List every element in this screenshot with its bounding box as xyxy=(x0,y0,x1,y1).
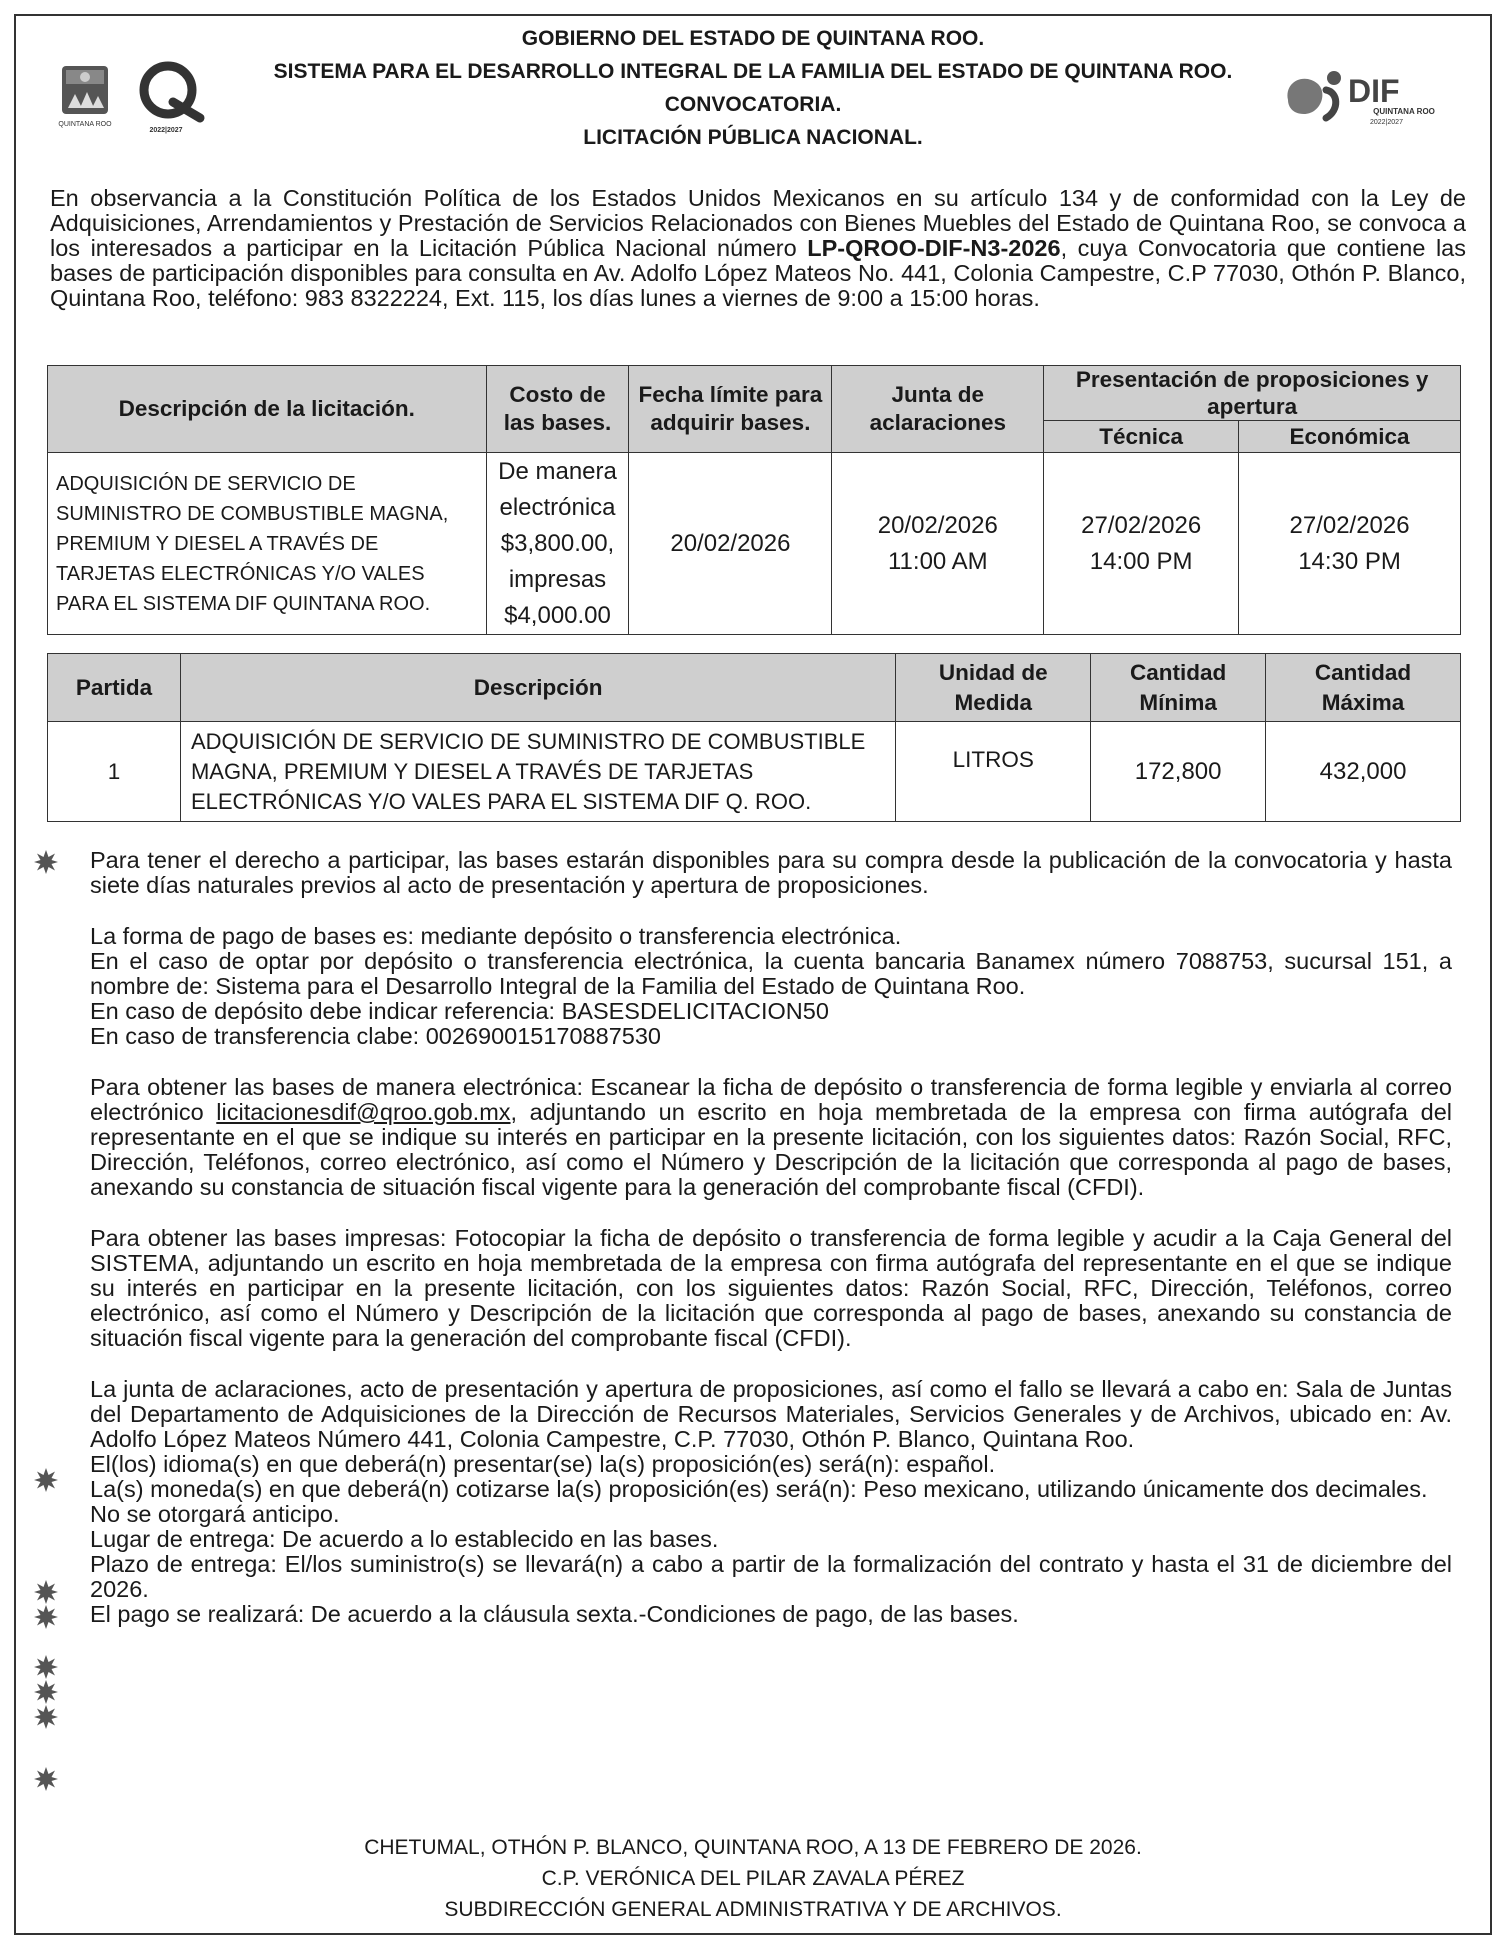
svg-text:2022|2027: 2022|2027 xyxy=(1370,119,1403,126)
header-costo: Costo de las bases. xyxy=(486,366,629,453)
partida-number: 1 xyxy=(48,722,181,822)
bullet-idioma: El(los) idioma(s) en que deberá(n) presentar(se) la(s) proposición(es) será(n): español. xyxy=(90,1451,996,1477)
bank-account-line: En el caso de optar por depósito o transferencia electrónica, la cuenta bancaria Banamex número 7088753, sucursal 151, a nombre de: Sistema para el Desarrollo Integral de la Familia del Estado de Quintana Roo. xyxy=(90,948,1452,999)
bullet-junta: La junta de aclaraciones, acto de presentación y apertura de proposiciones, así como el fallo se llevará a cabo en: Sala de Juntas del Departamento de Adquisiciones de la Dirección de Recursos Materiales, Servicios Generales y de Archivos, ubicado en: Av. Adolfo López Mateos Número 441, Colonia Campestre, C.P. 77030, Othón P. Blanco, Quintana Roo. xyxy=(90,1376,1452,1452)
starburst-bullet-icon xyxy=(34,1680,58,1704)
header-presentacion: Presentación de proposiciones y apertura xyxy=(1044,366,1461,421)
starburst-bullet-icon xyxy=(34,1767,58,1791)
header-descripcion-partida: Descripción xyxy=(180,654,895,722)
header-descripcion: Descripción de la licitación. xyxy=(48,366,487,453)
header-junta: Junta de aclaraciones xyxy=(832,366,1044,453)
partidas-table xyxy=(47,653,1461,822)
bullet-lugar-entrega: Lugar de entrega: De acuerdo a lo establecido en las bases. xyxy=(90,1526,719,1552)
printed-bases-paragraph: Para obtener las bases impresas: Fotocopiar la ficha de depósito o transferencia de forma legible y acudir a la Caja General del SISTEMA, adjuntando un escrito en hoja membretada de la empresa con firma autógrafa del representante en el que se indique su interés en participar en la presente licitación, con los siguientes datos: Razón Social, RFC, Dirección, Teléfonos, correo electrónico, así como el Número y Descripción de la licitación que corresponda al pago de bases, anexando su constancia de situación fiscal vigente para la generación del comprobante fiscal (CFDI). xyxy=(90,1225,1452,1351)
signatory-name: C.P. VERÓNICA DEL PILAR ZAVALA PÉREZ xyxy=(541,1867,965,1890)
fecha-limite: 20/02/2026 xyxy=(629,453,832,635)
partida-description: ADQUISICIÓN DE SERVICIO DE SUMINISTRO DE COMBUSTIBLE MAGNA, PREMIUM Y DIESEL A TRAVÉS DE TARJETAS ELECTRÓNICAS Y/O VALES PARA EL SISTEMA DIF Q. ROO. xyxy=(180,722,895,822)
payment-form-line: La forma de pago de bases es: mediante depósito o transferencia electrónica. xyxy=(90,923,902,949)
transfer-clabe-line: En caso de transferencia clabe: 002690015170887530 xyxy=(90,1023,661,1049)
deposit-reference-line: En caso de depósito debe indicar referencia: BASESDELICITACION50 xyxy=(90,998,829,1024)
bullet-anticipo: No se otorgará anticipo. xyxy=(90,1501,340,1527)
header-cantidad-minima: Cantidad Mínima xyxy=(1091,654,1266,722)
header-unidad: Unidad de Medida xyxy=(896,654,1091,722)
header-cantidad-maxima: Cantidad Máxima xyxy=(1266,654,1461,722)
participation-paragraph: Para tener el derecho a participar, las bases estarán disponibles para su compra desde la publicación de la convocatoria y hasta siete días naturales previos al acto de presentación y apertura de proposiciones. xyxy=(90,847,1452,898)
header-licitacion: LICITACIÓN PÚBLICA NACIONAL. xyxy=(583,126,923,149)
apertura-economica: 27/02/2026 14:30 PM xyxy=(1239,453,1461,635)
header-partida: Partida xyxy=(48,654,181,722)
bullet-moneda: La(s) moneda(s) en que deberá(n) cotizarse la(s) proposición(es) será(n): Peso mexicano, utilizando únicamente dos decimales. xyxy=(90,1476,1428,1502)
licitacion-description: ADQUISICIÓN DE SERVICIO DE SUMINISTRO DE COMBUSTIBLE MAGNA, PREMIUM Y DIESEL A TRAVÉS DE TARJETAS ELECTRÓNICAS Y/O VALES PARA EL SISTEMA DIF QUINTANA ROO. xyxy=(48,453,487,635)
header-economica: Económica xyxy=(1239,421,1461,453)
document-header xyxy=(0,22,1506,154)
bullet-pago: El pago se realizará: De acuerdo a la cláusula sexta.-Condiciones de pago, de las bases. xyxy=(90,1601,1019,1627)
licitacion-number: LP-QROO-DIF-N3-2026 xyxy=(807,235,1061,261)
conditions-section xyxy=(90,848,1452,1627)
electronic-bases-paragraph: Para obtener las bases de manera electrónica: Escanear la ficha de depósito o transferencia de forma legible y enviarla al correo electrónico licitacionesdif@qroo.gob.mx, adjuntando un escrito en hoja membretada de la empresa con firma autógrafa del representante en el que se indique su interés en participar en la presente licitación, con los siguientes datos: Razón Social, RFC, Dirección, Teléfonos, correo electrónico, así como el Número y Descripción de la licitación que corresponda al pago de bases, anexando su constancia de situación fiscal vigente para la generación del comprobante fiscal (CFDI). xyxy=(90,1074,1452,1200)
svg-text:DIF: DIF xyxy=(1348,73,1400,109)
svg-text:QUINTANA ROO: QUINTANA ROO xyxy=(1373,107,1435,116)
cantidad-maxima: 432,000 xyxy=(1266,722,1461,822)
table-row xyxy=(48,453,1461,635)
junta-aclaraciones: 20/02/2026 11:00 AM xyxy=(832,453,1044,635)
bullet-plazo-entrega: Plazo de entrega: El/los suministro(s) se llevará(n) a cabo a partir de la formalización del contrato y hasta el 31 de diciembre del 2026. xyxy=(90,1551,1452,1602)
svg-text:2022|2027: 2022|2027 xyxy=(149,127,183,134)
starburst-bullet-icon xyxy=(34,850,58,874)
header-tecnica: Técnica xyxy=(1044,421,1239,453)
svg-text:QUINTANA ROO: QUINTANA ROO xyxy=(58,121,112,128)
unidad-medida: LITROS xyxy=(896,722,1091,822)
starburst-bullet-icon xyxy=(34,1705,58,1729)
signatory-office: SUBDIRECCIÓN GENERAL ADMINISTRATIVA Y DE ARCHIVOS. xyxy=(444,1898,1062,1921)
licitacion-table xyxy=(47,365,1461,635)
costo-bases: De manera electrónica $3,800.00, impresas $4,000.00 xyxy=(486,453,629,635)
header-system: SISTEMA PARA EL DESARROLLO INTEGRAL DE LA FAMILIA DEL ESTADO DE QUINTANA ROO. xyxy=(273,60,1233,83)
header-government: GOBIERNO DEL ESTADO DE QUINTANA ROO. xyxy=(521,27,985,50)
starburst-bullet-icon xyxy=(34,1580,58,1604)
signature-block xyxy=(0,1832,1506,1925)
header-convocatoria: CONVOCATORIA. xyxy=(664,93,842,116)
starburst-bullet-icon xyxy=(34,1605,58,1629)
table-row xyxy=(48,722,1461,822)
cantidad-minima: 172,800 xyxy=(1091,722,1266,822)
starburst-bullet-icon xyxy=(34,1655,58,1679)
starburst-bullet-icon xyxy=(34,1468,58,1492)
email-link[interactable]: licitacionesdif@qroo.gob.mx xyxy=(216,1099,511,1125)
header-fecha-limite: Fecha límite para adquirir bases. xyxy=(629,366,832,453)
apertura-tecnica: 27/02/2026 14:00 PM xyxy=(1044,453,1239,635)
intro-paragraph: En observancia a la Constitución Política de los Estados Unidos Mexicanos en su artículo 134 y de conformidad con la Ley de Adquisiciones, Arrendamientos y Prestación de Servicios Relacionados con Bienes Muebles del Estado de Quintana Roo, se convoca a los interesados a participar en la Licitación Pública Nacional número LP-QROO-DIF-N3-2026, cuya Convocatoria que contiene las bases de participación disponibles para consulta en Av. Adolfo López Mateos No. 441, Colonia Campestre, C.P 77030, Othón P. Blanco, Quintana Roo, teléfono: 983 8322224, Ext. 115, los días lunes a viernes de 9:00 a 15:00 horas. xyxy=(50,185,1467,311)
place-date: CHETUMAL, OTHÓN P. BLANCO, QUINTANA ROO, A 13 DE FEBRERO DE 2026. xyxy=(364,1836,1142,1859)
